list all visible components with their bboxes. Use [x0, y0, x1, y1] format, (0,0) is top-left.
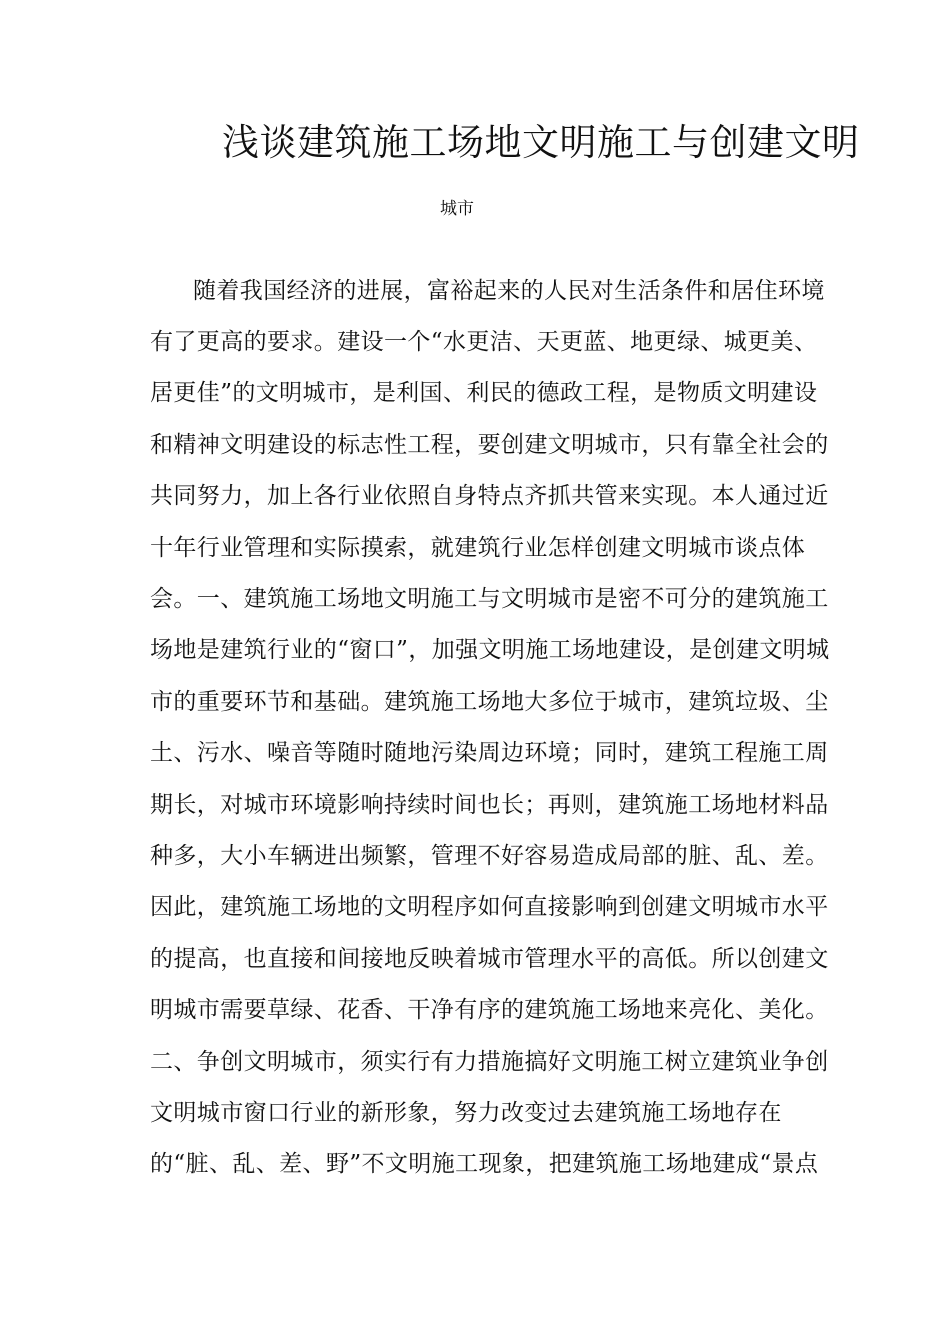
body-line: 会。一、建筑施工场地文明施工与文明城市是密不可分的建筑施工	[150, 586, 829, 612]
document-title-line-1: 浅谈建筑施工场地文明施工与创建文明	[222, 121, 860, 164]
body-line: 期长，对城市环境影响持续时间也长；再则，建筑施工场地材料品	[150, 792, 829, 818]
body-line: 二、争创文明城市，须实行有力措施搞好文明施工树立建筑业争创	[150, 1049, 829, 1075]
body-line: 土、污水、噪音等随时随地污染周边环境；同时，建筑工程施工周	[150, 740, 829, 766]
body-line: 有了更高的要求。建设一个“水更洁、天更蓝、地更绿、城更美、	[150, 329, 818, 355]
body-line: 共同努力，加上各行业依照自身特点齐抓共管来实现。本人通过近	[150, 483, 829, 509]
body-line: 文明城市窗口行业的新形象，努力改变过去建筑施工场地存在	[150, 1100, 782, 1126]
body-line: 市的重要环节和基础。建筑施工场地大多位于城市，建筑垃圾、尘	[150, 689, 829, 715]
body-line: 的提高，也直接和间接地反映着城市管理水平的高低。所以创建文	[150, 946, 829, 972]
body-line: 因此，建筑施工场地的文明程序如何直接影响到创建文明城市水平	[150, 894, 829, 920]
body-line: 十年行业管理和实际摸索，就建筑行业怎样创建文明城市谈点体	[150, 535, 806, 561]
body-line: 种多，大小车辆进出频繁，管理不好容易造成局部的脏、乱、差。	[150, 843, 829, 869]
body-line: 场地是建筑行业的“窗口”，加强文明施工场地建设，是创建文明城	[150, 637, 830, 663]
body-line: 和精神文明建设的标志性工程，要创建文明城市，只有靠全社会的	[150, 432, 829, 458]
document-title-line-2: 城市	[440, 199, 474, 219]
body-line: 居更佳”的文明城市，是利国、利民的德政工程，是物质文明建设	[150, 380, 818, 406]
body-line: 的“脏、乱、差、野”不文明施工现象，把建筑施工场地建成“景点	[150, 1151, 819, 1177]
body-line: 随着我国经济的进展，富裕起来的人民对生活条件和居住环境	[193, 278, 825, 304]
body-line: 明城市需要草绿、花香、干净有序的建筑施工场地来亮化、美化。	[150, 997, 829, 1023]
